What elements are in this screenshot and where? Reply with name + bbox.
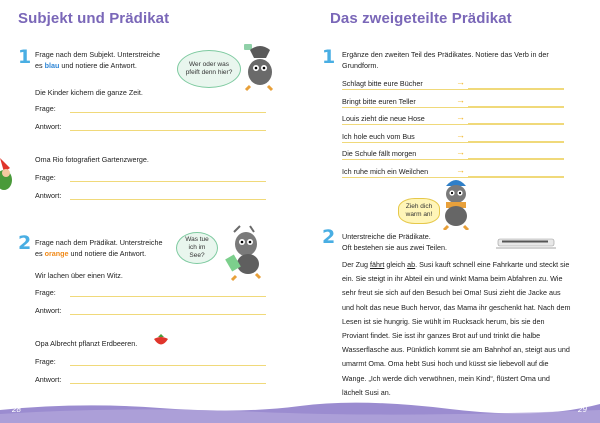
- arrow-icon: →: [456, 129, 465, 140]
- task1-s2-antwort-line[interactable]: [70, 199, 266, 200]
- speech-bubble-3-text: Zieh dich warm an!: [405, 203, 433, 218]
- sentence-row-4: Ich hole euch vom Bus: [342, 131, 415, 141]
- sentence-line-4: [342, 142, 564, 143]
- task1-instr-highlight: blau: [44, 60, 60, 70]
- arrow-icon: →: [456, 147, 465, 157]
- right-task1-instr-a: Ergänze den zweiten Teil des Prädikates. Notiere das Verb in der: [342, 50, 549, 59]
- task1-s2-antwort-label: Antwort:: [35, 191, 62, 200]
- speech-bubble-2-text: Was tue ich im See?: [185, 236, 209, 259]
- sentence-row-6: Ich ruhe mich ein Weilchen: [342, 166, 429, 176]
- answer-line-6[interactable]: [468, 176, 564, 177]
- task2-instr-highlight: orange: [44, 248, 69, 258]
- task1-instruction: [35, 50, 175, 71]
- right-task1-instr-b: Grundform.: [342, 60, 379, 70]
- right-task1-instruction: [342, 50, 582, 71]
- gnome-peek-illustration: [0, 150, 14, 200]
- task1-instr-b-pre: es: [35, 60, 45, 70]
- task1-s2-frage-label: Frage:: [35, 173, 56, 182]
- task2-s1-antwort-line[interactable]: [70, 314, 266, 315]
- page-number-left: 28: [12, 405, 21, 414]
- answer-line-4[interactable]: [468, 141, 564, 142]
- task1-s2-frage-line[interactable]: [70, 181, 266, 182]
- stone-character-illustration-1: [240, 42, 278, 92]
- task-number-2-right: 2: [322, 226, 336, 248]
- task2-instr-a: Frage nach dem Prädikat. Unterstreiche: [35, 238, 163, 247]
- task1-sentence-1: Die Kinder kichern die ganze Zeit.: [35, 88, 143, 97]
- sentence-line-2: [342, 107, 564, 108]
- story-middle: gleich: [384, 260, 408, 269]
- story-text: [342, 258, 572, 400]
- task2-instr-b-pre: es: [35, 248, 45, 258]
- right-task2-instr-a: Unterstreiche die Prädikate.: [342, 232, 431, 241]
- right-task2-instr-b: Oft bestehen sie aus zwei Teilen.: [342, 242, 447, 252]
- page-number-right: 29: [578, 405, 587, 414]
- task2-s1-frage-line[interactable]: [70, 296, 266, 297]
- stone-character-illustration-3: [438, 176, 474, 230]
- right-task2-instruction: [342, 232, 512, 253]
- story-start: Der Zug: [342, 260, 370, 269]
- task2-sentence-1: Wir lachen über einen Witz.: [35, 271, 123, 280]
- story-rest: . Susi kauft schnell eine Fahrkarte und steckt sie ein. Sie steigt in ihr Abteil ein und winkt Mama beim Abfahren zu. Wie sehr freut sie sich auf den Besuch bei Oma! Susi zieht die Jacke aus und holt das neue Buch hervor, das Mama ihr geschenkt hat. Nach dem Lesen ist sie hungrig. Sie wühlt im Rucksack herum, bis sie den Proviant findet. Sie isst ihr ganzes Brot auf und trinkt die halbe Wasserflasche aus. Pünktlich kommt sie am Bahnhof an, steigt aus und umarmt Oma. Oma hebt Susi hoch und küsst sie liebevoll auf die Wange. „Ich werde dich verwöhnen, mein Kind“, flüstert Oma und lächelt Susi an.: [342, 260, 571, 397]
- sentence-line-1: [342, 89, 564, 90]
- task-number-1-left: 1: [18, 46, 32, 68]
- task1-s1-antwort-label: Antwort:: [35, 122, 62, 131]
- task1-s1-antwort-line[interactable]: [70, 130, 266, 131]
- task2-s2-antwort-label: Antwort:: [35, 375, 62, 384]
- sentence-row-5: Die Schule fällt morgen: [342, 149, 417, 158]
- sentence-line-6: [342, 177, 564, 178]
- page-title-right: Das zweigeteilte Prädikat: [330, 10, 512, 27]
- arrow-icon: →: [456, 112, 465, 122]
- story-underline-2: ab: [407, 260, 416, 269]
- speech-bubble-2: [176, 232, 218, 264]
- sentence-line-5: [342, 159, 564, 160]
- sentence-row-3: Louis zieht die neue Hose: [342, 114, 425, 123]
- right-page: [300, 0, 600, 423]
- task1-instr-b-post: und notiere die Antwort.: [59, 60, 137, 70]
- answer-line-5[interactable]: [468, 158, 564, 159]
- strawberry-icon: [152, 334, 170, 350]
- task2-s2-antwort-line[interactable]: [70, 383, 266, 384]
- task-number-1-right: 1: [322, 46, 336, 68]
- task1-s1-frage-label: Frage:: [35, 104, 56, 113]
- stone-character-illustration-2: [222, 222, 268, 282]
- task-number-2-left: 2: [18, 232, 32, 254]
- footer-wave: [0, 400, 600, 423]
- task2-s2-frage-line[interactable]: [70, 365, 266, 366]
- task1-instr-a: Frage nach dem Subjekt. Unterstreiche: [35, 50, 161, 59]
- task2-sentence-2: Opa Albrecht pflanzt Erdbeeren.: [35, 339, 138, 348]
- arrow-icon: →: [456, 94, 465, 105]
- task2-s1-antwort-label: Antwort:: [35, 306, 62, 315]
- answer-line-2[interactable]: [468, 106, 564, 107]
- arrow-icon: →: [456, 164, 465, 175]
- task1-sentence-2: Oma Rio fotografiert Gartenzwerge.: [35, 155, 149, 164]
- task2-s1-frage-label: Frage:: [35, 288, 56, 297]
- task2-instr-b-post: und notiere die Antwort.: [68, 248, 147, 258]
- sentence-line-3: [342, 124, 564, 125]
- train-illustration: [496, 236, 556, 250]
- sentence-row-2: Bringt bitte euren Teller: [342, 96, 416, 106]
- task1-s1-frage-line[interactable]: [70, 112, 266, 113]
- task2-instruction: [35, 238, 175, 259]
- speech-bubble-1-text: Wer oder was pfeift denn hier?: [185, 61, 233, 76]
- arrow-icon: →: [456, 77, 465, 87]
- story-underline-1: fährt: [369, 260, 385, 269]
- speech-bubble-1: [177, 50, 241, 88]
- answer-line-1[interactable]: [468, 88, 564, 89]
- speech-bubble-3: [398, 198, 440, 224]
- page-title-left: Subjekt und Prädikat: [18, 10, 170, 27]
- answer-line-3[interactable]: [468, 123, 564, 124]
- sentence-row-1: Schlagt bitte eure Bücher: [342, 79, 423, 88]
- task2-s2-frage-label: Frage:: [35, 357, 56, 366]
